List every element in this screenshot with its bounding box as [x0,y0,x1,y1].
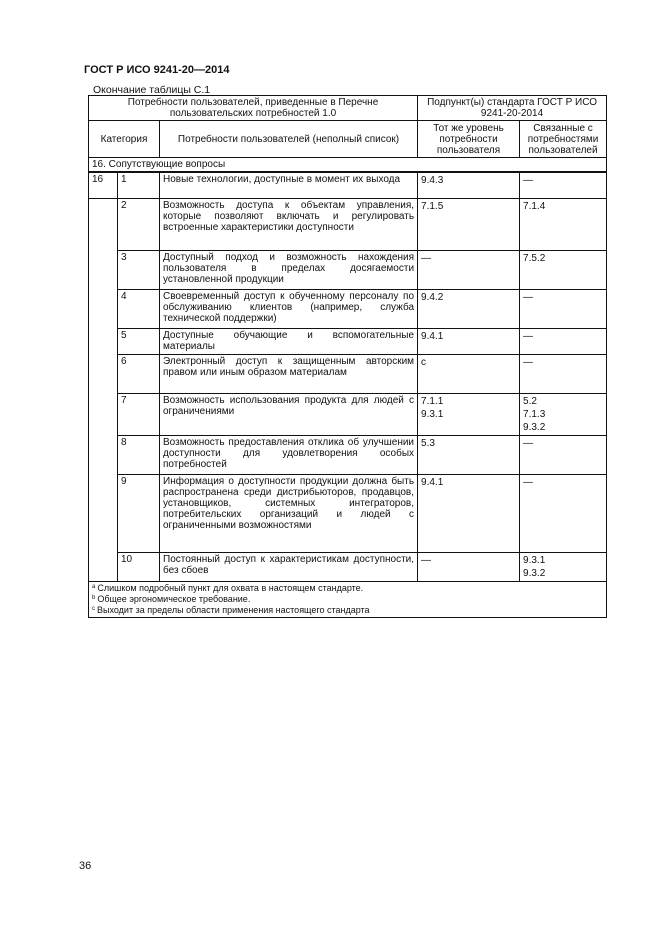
same-level-value: 9.4.1 [421,476,444,488]
related-value: — [523,330,534,342]
related-value: 7.1.4 [523,200,546,212]
footnote-mark: a [92,583,96,590]
row-number: 3 [118,250,160,289]
same-level-cell [418,474,520,552]
same-level-cell [418,328,520,354]
related-value: 9.3.2 [523,567,546,579]
header-needs-group: Потребности пользователей, приведенные в Перечне пользовательских потребностей 1.0 [89,96,418,121]
footnotes-row [89,581,607,617]
need-text: Доступные обучающие и вспомогательные материалы [160,328,418,354]
footnote [92,605,603,616]
related-value: 7.1.3 [523,408,546,420]
category-code-empty [89,198,118,581]
related-value: — [523,356,534,368]
same-level-cell [418,289,520,328]
related-cell [520,328,607,354]
same-level-value: — [421,252,432,264]
related-cell [520,172,607,198]
related-value: 5.2 [523,395,537,407]
table-row [89,354,607,393]
same-level-cell [418,172,520,198]
footnote [92,594,603,605]
table-subheader-row [89,121,607,158]
need-text: Постоянный доступ к характеристикам доступности, без сбоев [160,552,418,581]
document-header: ГОСТ Р ИСО 9241-20—2014 [84,64,230,76]
header-related: Связанные с потребностями пользователей [520,121,607,158]
same-level-value: 9.4.3 [421,175,444,186]
table-row [89,328,607,354]
related-cell [520,435,607,474]
page-number: 36 [79,860,92,872]
same-level-value: 5.3 [421,437,435,449]
table-row [89,172,607,198]
same-level-cell [418,354,520,393]
same-level-cell [418,552,520,581]
need-text: Информация о доступности продукции должна быть распространена среди дистрибьюторов, продавцов, установщиков, системных интеграторов, потребительских организаций и людей с ограниченными возможностями [160,474,418,552]
related-cell [520,289,607,328]
row-number: 8 [118,435,160,474]
need-text: Возможность использования продукта для людей с ограничениями [160,393,418,435]
table-row [89,474,607,552]
header-std-group: Подпункт(ы) стандарта ГОСТ Р ИСО 9241-20-2014 [418,96,607,121]
row-number: 1 [118,172,160,198]
table-header-row [89,96,607,121]
footnote-mark: b [92,594,96,601]
category-code: 16 [89,172,118,198]
header-needs-list: Потребности пользователей (неполный список) [160,121,418,158]
same-level-value: 7.1.5 [421,200,444,212]
related-value: 9.3.2 [523,421,546,433]
related-cell [520,552,607,581]
related-cell [520,198,607,250]
related-value: — [523,291,534,303]
related-value: — [523,437,534,449]
row-number: 2 [118,198,160,250]
related-value: 9.3.1 [523,554,546,566]
row-number: 5 [118,328,160,354]
footnotes [89,581,607,617]
footnote [92,583,603,594]
footnote-mark: c [92,605,95,612]
need-text: Новые технологии, доступные в момент их выхода [160,172,418,198]
same-level-cell [418,198,520,250]
table-caption: Окончание таблицы С.1 [93,84,211,96]
same-level-value: — [421,554,432,566]
same-level-value: 9.4.2 [421,291,444,303]
same-level-value: c [421,356,427,368]
row-number: 10 [118,552,160,581]
row-number: 9 [118,474,160,552]
related-value: — [523,476,534,488]
header-category: Категория [89,121,160,158]
section-row [89,158,607,173]
same-level-cell [418,393,520,435]
related-value: — [523,175,534,186]
related-cell [520,354,607,393]
related-cell [520,250,607,289]
footnote-text: Общее эргономическое требование. [97,593,251,604]
need-text: Возможность доступа к объектам управления, которые позволяют включать и регулировать встроенные характеристики доступности [160,198,418,250]
related-value: 7.5.2 [523,252,546,264]
same-level-value: 7.1.1 [421,395,444,407]
need-text: Электронный доступ к защищенным авторским правом или иным образом материалам [160,354,418,393]
same-level-cell [418,250,520,289]
same-level-value: 9.3.1 [421,408,444,420]
footnote-text: Выходит за пределы области применения настоящего стандарта [97,604,370,615]
table-row [89,393,607,435]
related-cell [520,393,607,435]
need-text: Доступный подход и возможность нахождения пользователя в пределах досягаемости установленной продукции [160,250,418,289]
same-level-cell [418,435,520,474]
footnote-text: Слишком подробный пункт для охвата в настоящем стандарте. [97,582,364,593]
table-row [89,198,607,250]
row-number: 4 [118,289,160,328]
table-row [89,552,607,581]
need-text: Возможность предоставления отклика об улучшении доступности для удовлетворения особых потребностей [160,435,418,474]
row-number: 6 [118,354,160,393]
need-text: Своевременный доступ к обученному персоналу по обслуживанию клиентов (например, служба технической поддержки) [160,289,418,328]
related-cell [520,474,607,552]
table-row [89,250,607,289]
requirements-table [88,95,607,618]
table-row [89,289,607,328]
same-level-value: 9.4.1 [421,330,444,342]
section-title: 16. Сопутствующие вопросы [89,158,607,173]
row-number: 7 [118,393,160,435]
table-row [89,435,607,474]
header-same-level: Тот же уровень потребности пользователя [418,121,520,158]
